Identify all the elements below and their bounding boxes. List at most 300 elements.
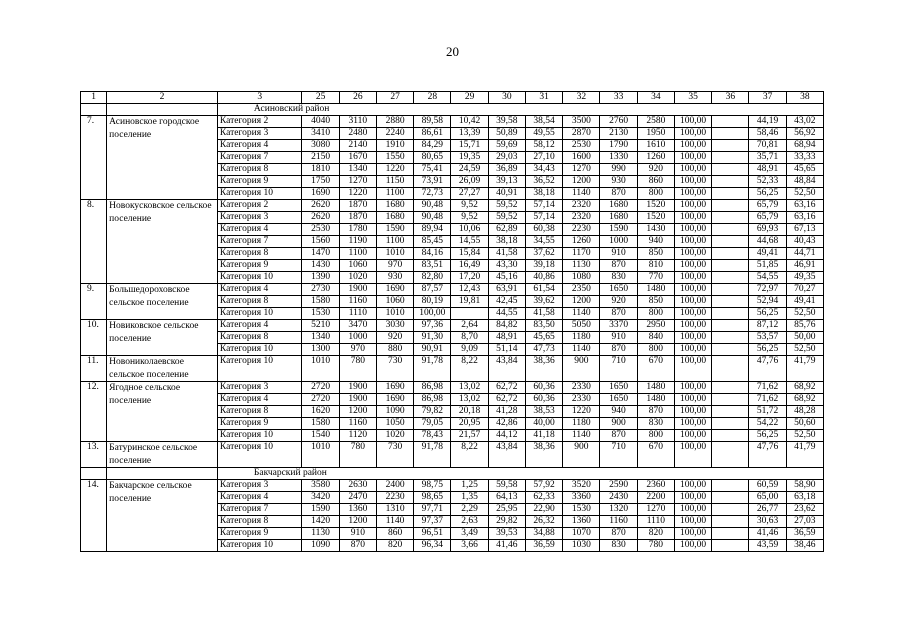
value-cell: 1020 — [339, 272, 376, 284]
category-cell: Категория 10 — [217, 272, 302, 284]
value-cell: 2620 — [302, 212, 339, 224]
category-cell: Категория 7 — [217, 152, 302, 164]
settlement-name: Ягодное сельское поселение — [107, 382, 218, 442]
value-cell: 40,86 — [525, 272, 562, 284]
value-cell: 1950 — [637, 128, 674, 140]
value-cell: 91,78 — [414, 356, 451, 382]
district-name: Бакчарский район — [217, 468, 823, 480]
column-header: 32 — [563, 92, 600, 104]
value-cell: 33,33 — [786, 152, 823, 164]
value-cell: 54,22 — [749, 418, 786, 430]
value-cell: 37,62 — [525, 248, 562, 260]
value-cell: 48,28 — [786, 406, 823, 418]
value-cell: 1,35 — [451, 492, 488, 504]
value-cell: 85,76 — [786, 320, 823, 332]
value-cell: 36,59 — [525, 540, 562, 552]
data-table — [80, 91, 824, 552]
value-cell: 54,55 — [749, 272, 786, 284]
value-cell: 65,79 — [749, 200, 786, 212]
value-cell: 1090 — [376, 406, 413, 418]
category-cell: Категория 8 — [217, 332, 302, 344]
value-cell — [712, 212, 749, 224]
value-cell: 1430 — [302, 260, 339, 272]
value-cell: 100,00 — [414, 308, 451, 320]
column-header: 36 — [712, 92, 749, 104]
category-cell: Категория 10 — [217, 344, 302, 356]
value-cell: 24,59 — [451, 164, 488, 176]
value-cell: 84,82 — [488, 320, 525, 332]
value-cell: 1140 — [563, 188, 600, 200]
value-cell: 51,72 — [749, 406, 786, 418]
value-cell: 1530 — [302, 308, 339, 320]
value-cell: 51,85 — [749, 260, 786, 272]
value-cell: 1200 — [563, 296, 600, 308]
value-cell: 100,00 — [674, 308, 711, 320]
value-cell: 1360 — [563, 516, 600, 528]
value-cell: 2,64 — [451, 320, 488, 332]
value-cell: 920 — [376, 332, 413, 344]
value-cell: 1430 — [637, 224, 674, 236]
category-cell: Категория 8 — [217, 516, 302, 528]
value-cell: 63,16 — [786, 200, 823, 212]
value-cell: 41,46 — [749, 528, 786, 540]
value-cell: 58,46 — [749, 128, 786, 140]
value-cell: 1010 — [302, 442, 339, 468]
value-cell: 71,62 — [749, 382, 786, 394]
value-cell: 990 — [600, 164, 637, 176]
value-cell: 38,36 — [525, 442, 562, 468]
table-row — [81, 284, 824, 296]
value-cell: 3,49 — [451, 528, 488, 540]
value-cell: 50,89 — [488, 128, 525, 140]
value-cell: 2,63 — [451, 516, 488, 528]
column-header: 3 — [217, 92, 302, 104]
value-cell: 2720 — [302, 382, 339, 394]
value-cell: 38,46 — [786, 540, 823, 552]
value-cell: 1650 — [600, 382, 637, 394]
value-cell: 1590 — [376, 224, 413, 236]
category-cell: Категория 10 — [217, 356, 302, 382]
table-row — [81, 356, 824, 382]
value-cell: 72,73 — [414, 188, 451, 200]
value-cell: 60,38 — [525, 224, 562, 236]
value-cell: 1620 — [302, 406, 339, 418]
value-cell: 1320 — [600, 504, 637, 516]
value-cell: 62,72 — [488, 394, 525, 406]
table-row — [81, 320, 824, 332]
value-cell: 59,52 — [488, 212, 525, 224]
value-cell: 100,00 — [674, 296, 711, 308]
value-cell: 1780 — [339, 224, 376, 236]
value-cell: 870 — [637, 406, 674, 418]
value-cell: 91,30 — [414, 332, 451, 344]
value-cell: 1900 — [339, 382, 376, 394]
value-cell: 2200 — [637, 492, 674, 504]
value-cell: 100,00 — [674, 116, 711, 128]
value-cell: 100,00 — [674, 152, 711, 164]
value-cell: 2730 — [302, 284, 339, 296]
value-cell: 1110 — [339, 308, 376, 320]
value-cell: 2130 — [600, 128, 637, 140]
value-cell: 40,00 — [525, 418, 562, 430]
value-cell: 3410 — [302, 128, 339, 140]
value-cell: 87,57 — [414, 284, 451, 296]
value-cell: 2620 — [302, 200, 339, 212]
settlement-number: 7. — [81, 116, 107, 200]
category-cell: Категория 4 — [217, 320, 302, 332]
value-cell: 38,54 — [525, 116, 562, 128]
value-cell: 3030 — [376, 320, 413, 332]
value-cell: 44,12 — [488, 430, 525, 442]
value-cell: 1270 — [339, 176, 376, 188]
value-cell: 1690 — [376, 394, 413, 406]
value-cell: 780 — [339, 442, 376, 468]
value-cell — [712, 248, 749, 260]
value-cell: 35,71 — [749, 152, 786, 164]
value-cell: 1340 — [302, 332, 339, 344]
column-header: 29 — [451, 92, 488, 104]
value-cell: 1690 — [376, 284, 413, 296]
value-cell: 34,43 — [525, 164, 562, 176]
value-cell: 49,55 — [525, 128, 562, 140]
value-cell: 10,42 — [451, 116, 488, 128]
category-cell: Категория 9 — [217, 260, 302, 272]
value-cell: 970 — [339, 344, 376, 356]
settlement-name: Большедороховское сельское поселение — [107, 284, 218, 320]
settlement-name: Новокусковское сельское поселение — [107, 200, 218, 284]
value-cell: 3420 — [302, 492, 339, 504]
value-cell: 820 — [637, 528, 674, 540]
value-cell: 2720 — [302, 394, 339, 406]
value-cell: 2630 — [339, 480, 376, 492]
value-cell: 1130 — [563, 260, 600, 272]
category-cell: Категория 8 — [217, 406, 302, 418]
value-cell: 1810 — [302, 164, 339, 176]
value-cell: 5050 — [563, 320, 600, 332]
value-cell: 41,58 — [488, 248, 525, 260]
value-cell: 1100 — [376, 188, 413, 200]
value-cell: 43,30 — [488, 260, 525, 272]
value-cell: 68,92 — [786, 382, 823, 394]
value-cell: 56,25 — [749, 308, 786, 320]
value-cell: 1650 — [600, 284, 637, 296]
value-cell: 25,95 — [488, 504, 525, 516]
value-cell: 1190 — [339, 236, 376, 248]
value-cell: 36,89 — [488, 164, 525, 176]
value-cell: 1600 — [563, 152, 600, 164]
value-cell: 34,55 — [525, 236, 562, 248]
value-cell: 100,00 — [674, 164, 711, 176]
value-cell: 1120 — [339, 430, 376, 442]
value-cell: 1360 — [339, 504, 376, 516]
value-cell: 1900 — [339, 284, 376, 296]
value-cell: 2530 — [563, 140, 600, 152]
value-cell: 52,94 — [749, 296, 786, 308]
value-cell — [712, 418, 749, 430]
category-cell: Категория 10 — [217, 308, 302, 320]
value-cell: 39,13 — [488, 176, 525, 188]
value-cell: 1050 — [376, 418, 413, 430]
value-cell: 8,70 — [451, 332, 488, 344]
value-cell: 1090 — [302, 540, 339, 552]
header-row — [81, 92, 824, 104]
table-row — [81, 116, 824, 128]
value-cell: 2150 — [302, 152, 339, 164]
value-cell: 2330 — [563, 382, 600, 394]
value-cell: 56,25 — [749, 188, 786, 200]
value-cell: 1260 — [637, 152, 674, 164]
table-row — [81, 200, 824, 212]
value-cell: 780 — [339, 356, 376, 382]
value-cell: 41,79 — [786, 442, 823, 468]
value-cell: 2760 — [600, 116, 637, 128]
value-cell: 97,36 — [414, 320, 451, 332]
value-cell: 710 — [600, 356, 637, 382]
value-cell: 38,53 — [525, 406, 562, 418]
column-header: 27 — [376, 92, 413, 104]
value-cell: 3470 — [339, 320, 376, 332]
value-cell: 56,92 — [786, 128, 823, 140]
value-cell: 800 — [637, 430, 674, 442]
value-cell: 2880 — [376, 116, 413, 128]
value-cell: 100,00 — [674, 406, 711, 418]
value-cell: 57,92 — [525, 480, 562, 492]
value-cell: 50,00 — [786, 332, 823, 344]
value-cell: 90,48 — [414, 212, 451, 224]
value-cell: 70,81 — [749, 140, 786, 152]
value-cell: 1580 — [302, 418, 339, 430]
value-cell — [712, 128, 749, 140]
value-cell — [712, 296, 749, 308]
value-cell: 2470 — [339, 492, 376, 504]
value-cell: 1590 — [600, 224, 637, 236]
value-cell: 49,41 — [786, 296, 823, 308]
column-header: 38 — [786, 92, 823, 104]
value-cell: 3500 — [563, 116, 600, 128]
value-cell: 830 — [637, 418, 674, 430]
value-cell: 100,00 — [674, 344, 711, 356]
settlement-name: Батуринское сельское поселение — [107, 442, 218, 468]
value-cell: 900 — [563, 356, 600, 382]
value-cell: 87,12 — [749, 320, 786, 332]
value-cell: 100,00 — [674, 418, 711, 430]
value-cell: 44,55 — [488, 308, 525, 320]
column-header: 26 — [339, 92, 376, 104]
value-cell: 29,03 — [488, 152, 525, 164]
value-cell: 89,58 — [414, 116, 451, 128]
value-cell: 1540 — [302, 430, 339, 442]
value-cell: 44,68 — [749, 236, 786, 248]
settlement-number: 9. — [81, 284, 107, 320]
value-cell: 1530 — [563, 504, 600, 516]
value-cell: 41,58 — [525, 308, 562, 320]
value-cell: 670 — [637, 442, 674, 468]
value-cell: 90,91 — [414, 344, 451, 356]
value-cell: 880 — [376, 344, 413, 356]
value-cell: 80,65 — [414, 152, 451, 164]
value-cell: 1020 — [376, 430, 413, 442]
value-cell: 670 — [637, 356, 674, 382]
value-cell: 82,80 — [414, 272, 451, 284]
value-cell — [712, 480, 749, 492]
value-cell: 1160 — [339, 418, 376, 430]
value-cell: 1550 — [376, 152, 413, 164]
category-cell: Категория 4 — [217, 394, 302, 406]
value-cell: 38,18 — [525, 188, 562, 200]
value-cell: 1900 — [339, 394, 376, 406]
value-cell: 970 — [376, 260, 413, 272]
value-cell: 90,48 — [414, 200, 451, 212]
value-cell: 830 — [600, 272, 637, 284]
value-cell: 850 — [637, 248, 674, 260]
value-cell: 1390 — [302, 272, 339, 284]
value-cell: 1560 — [302, 236, 339, 248]
value-cell: 85,45 — [414, 236, 451, 248]
value-cell — [712, 116, 749, 128]
value-cell: 58,90 — [786, 480, 823, 492]
category-cell: Категория 9 — [217, 528, 302, 540]
value-cell: 60,36 — [525, 382, 562, 394]
value-cell: 97,37 — [414, 516, 451, 528]
value-cell: 52,33 — [749, 176, 786, 188]
value-cell: 23,62 — [786, 504, 823, 516]
column-header: 33 — [600, 92, 637, 104]
value-cell: 9,09 — [451, 344, 488, 356]
value-cell: 930 — [600, 176, 637, 188]
value-cell: 67,13 — [786, 224, 823, 236]
value-cell: 2230 — [563, 224, 600, 236]
value-cell — [712, 224, 749, 236]
value-cell: 1000 — [600, 236, 637, 248]
value-cell: 900 — [563, 442, 600, 468]
value-cell — [712, 394, 749, 406]
value-cell: 830 — [600, 540, 637, 552]
value-cell: 63,18 — [786, 492, 823, 504]
value-cell — [712, 320, 749, 332]
category-cell: Категория 7 — [217, 236, 302, 248]
value-cell: 42,86 — [488, 418, 525, 430]
value-cell: 1270 — [637, 504, 674, 516]
category-cell: Категория 10 — [217, 430, 302, 442]
category-cell: Категория 4 — [217, 224, 302, 236]
value-cell: 1870 — [339, 200, 376, 212]
value-cell: 870 — [339, 540, 376, 552]
district-row — [81, 104, 824, 116]
value-cell: 63,91 — [488, 284, 525, 296]
value-cell: 84,16 — [414, 248, 451, 260]
value-cell: 1140 — [376, 516, 413, 528]
value-cell: 73,91 — [414, 176, 451, 188]
value-cell: 20,18 — [451, 406, 488, 418]
value-cell: 3,66 — [451, 540, 488, 552]
value-cell: 61,54 — [525, 284, 562, 296]
value-cell: 86,98 — [414, 394, 451, 406]
value-cell: 1680 — [376, 212, 413, 224]
value-cell — [712, 492, 749, 504]
value-cell: 820 — [376, 540, 413, 552]
value-cell: 68,94 — [786, 140, 823, 152]
value-cell: 98,75 — [414, 480, 451, 492]
value-cell: 38,18 — [488, 236, 525, 248]
settlement-name: Новиковское сельское поселение — [107, 320, 218, 356]
value-cell: 1480 — [637, 394, 674, 406]
value-cell: 62,33 — [525, 492, 562, 504]
value-cell: 770 — [637, 272, 674, 284]
value-cell: 2320 — [563, 200, 600, 212]
value-cell: 1680 — [600, 212, 637, 224]
value-cell: 2530 — [302, 224, 339, 236]
value-cell: 36,52 — [525, 176, 562, 188]
value-cell: 52,50 — [786, 430, 823, 442]
settlement-number: 14. — [81, 480, 107, 552]
value-cell: 1070 — [563, 528, 600, 540]
value-cell: 780 — [637, 540, 674, 552]
value-cell: 8,22 — [451, 442, 488, 468]
value-cell: 65,79 — [749, 212, 786, 224]
value-cell: 13,02 — [451, 394, 488, 406]
value-cell: 9,52 — [451, 200, 488, 212]
value-cell: 1270 — [563, 164, 600, 176]
category-cell: Категория 2 — [217, 200, 302, 212]
column-header: 35 — [674, 92, 711, 104]
value-cell: 2,29 — [451, 504, 488, 516]
value-cell: 43,84 — [488, 356, 525, 382]
value-cell: 1420 — [302, 516, 339, 528]
value-cell: 1060 — [339, 260, 376, 272]
value-cell: 41,79 — [786, 356, 823, 382]
value-cell: 91,78 — [414, 442, 451, 468]
value-cell: 9,52 — [451, 212, 488, 224]
column-header: 34 — [637, 92, 674, 104]
category-cell: Категория 9 — [217, 176, 302, 188]
value-cell: 58,12 — [525, 140, 562, 152]
value-cell: 41,46 — [488, 540, 525, 552]
value-cell: 44,71 — [786, 248, 823, 260]
value-cell — [712, 516, 749, 528]
value-cell: 1010 — [302, 356, 339, 382]
value-cell: 3580 — [302, 480, 339, 492]
category-cell: Категория 3 — [217, 212, 302, 224]
value-cell: 96,34 — [414, 540, 451, 552]
value-cell — [712, 236, 749, 248]
value-cell: 1310 — [376, 504, 413, 516]
value-cell: 69,93 — [749, 224, 786, 236]
value-cell: 72,97 — [749, 284, 786, 296]
value-cell: 1160 — [339, 296, 376, 308]
value-cell: 100,00 — [674, 320, 711, 332]
value-cell: 1300 — [302, 344, 339, 356]
value-cell: 49,35 — [786, 272, 823, 284]
value-cell: 1180 — [563, 332, 600, 344]
value-cell: 13,39 — [451, 128, 488, 140]
category-cell: Категория 10 — [217, 442, 302, 468]
value-cell: 79,82 — [414, 406, 451, 418]
district-spacer — [107, 104, 218, 116]
value-cell: 83,50 — [525, 320, 562, 332]
value-cell: 60,36 — [525, 394, 562, 406]
value-cell: 870 — [600, 528, 637, 540]
value-cell: 89,94 — [414, 224, 451, 236]
category-cell: Категория 2 — [217, 116, 302, 128]
value-cell: 27,03 — [786, 516, 823, 528]
value-cell — [712, 272, 749, 284]
value-cell: 86,98 — [414, 382, 451, 394]
value-cell: 920 — [637, 164, 674, 176]
value-cell: 13,02 — [451, 382, 488, 394]
category-cell: Категория 3 — [217, 480, 302, 492]
value-cell: 100,00 — [674, 540, 711, 552]
category-cell: Категория 8 — [217, 296, 302, 308]
